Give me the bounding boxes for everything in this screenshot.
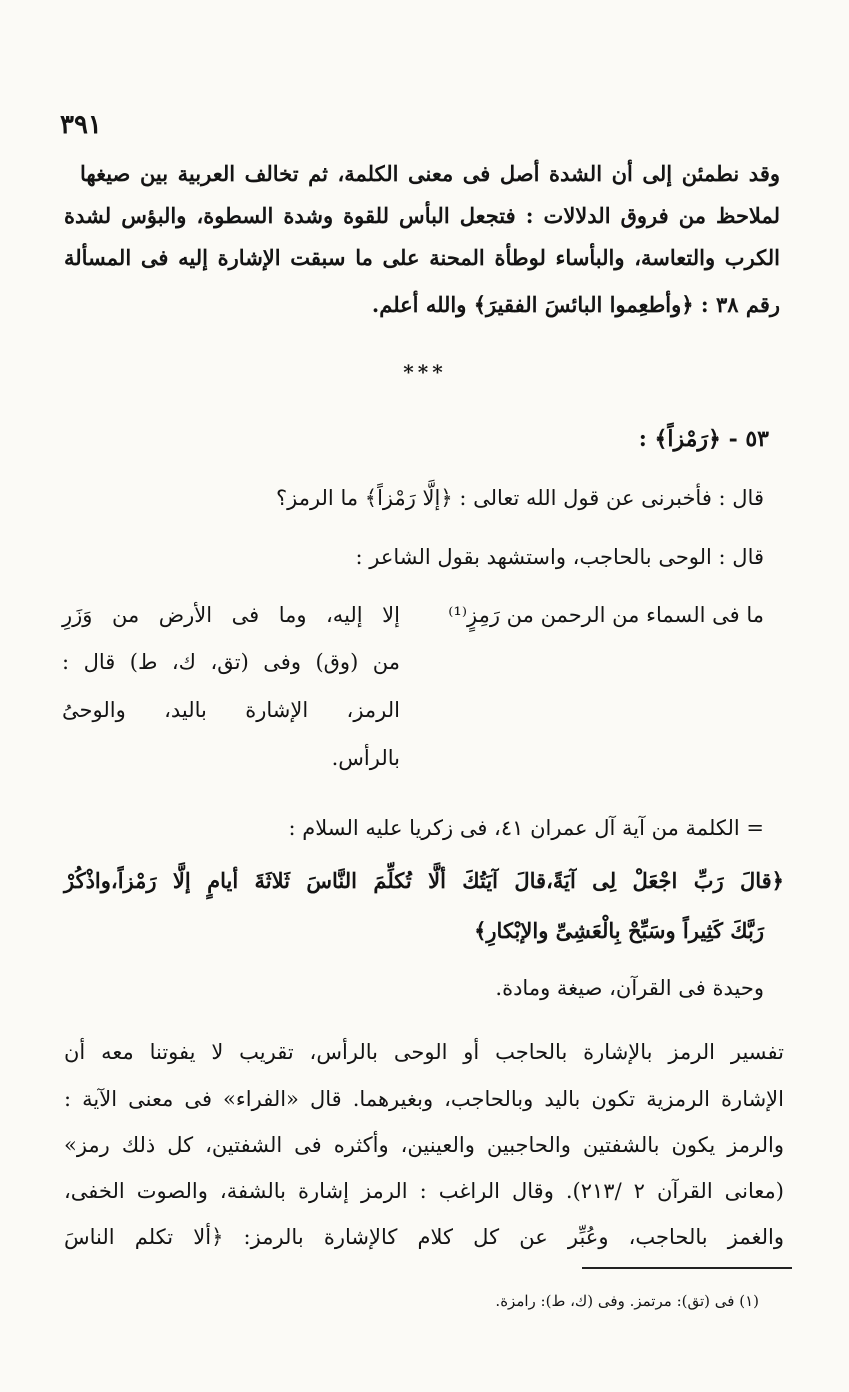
answer-line: قال : الوحى بالحاجب، واستشهد بقول الشاعر : (355, 545, 764, 569)
poem-first-hemistich: ما فى السماء من الرحمن من رَمِزٍ⁽¹⁾ (448, 603, 764, 627)
final-paragraph-line-1: تفسير الرمز بالإشارة بالحاجب أو الوحى بالرأس، تقريب لا يفوتنا معه أن (64, 1040, 784, 1064)
verse-reference: = الكلمة من آية آل عمران ٤١، فى زكريا عليه السلام : (288, 816, 764, 840)
page-number: ٣٩١ (60, 110, 102, 140)
variant-note-line-1: من (وق) وفى (تق، ك، ط) قال : (62, 650, 400, 674)
variant-note-line-3: بالرأس. (331, 746, 400, 770)
verse-line-2: رَبَّكَ كَثِيراً وسَبِّحْ بِالْعَشِىِّ والإبْكارِ﴾ (474, 918, 764, 943)
entry-heading: ٥٣ - ﴿رَمْزاً﴾ : (638, 426, 769, 452)
intro-line-1: وقد نطمئن إلى أن الشدة أصل فى معنى الكلمة، ثم تخالف العربية بين صيغها (80, 161, 780, 186)
question-line: قال : فأخبرنى عن قول الله تعالى : ﴿إلَّا رَمْزاً﴾ ما الرمز؟ (275, 486, 764, 510)
footnote-divider (582, 1267, 792, 1269)
intro-line-3: الكرب والتعاسة، والبأساء لوطأة المحنة على ما سبقت الإشارة إليه فى المسألة (64, 245, 780, 270)
footnote: (١) فى (تق): مرتمز. وفى (ك، ط): رامزة. (495, 1292, 759, 1310)
poem-second-hemistich: إلا إليه، وما فى الأرض من وَزَرِ (62, 603, 400, 627)
final-paragraph-line-2: الإشارة الرمزية تكون باليد وبالحاجب، وبغيرهما. قال «الفراء» فى معنى الآية : (64, 1087, 784, 1111)
intro-line-4: رقم ٣٨ : ﴿وأطعِموا البائسَ الفقيرَ﴾ والله أعلم. (371, 292, 780, 317)
final-paragraph-line-5: والغمز بالحاجب، وعُبِّر عن كل كلام كالإشارة بالرمز: ﴿ألا تكلم الناسَ (64, 1225, 784, 1249)
uniqueness-note: وحيدة فى القرآن، صيغة ومادة. (495, 976, 764, 1000)
final-paragraph-line-3: والرمز يكون بالشفتين والحاجبين والعينين، وأكثره فى الشفتين، كل ذلك رمز» (64, 1133, 784, 1157)
verse-line-1: ﴿قالَ رَبِّ اجْعَلْ لِى آيَةً،قالَ آيَتُكَ ألَّا تُكلِّمَ النَّاسَ ثَلاثَةَ أيامٍ إلَّا رَمْزاً،واذْكُرْ (64, 868, 784, 893)
intro-line-2: لملاحظ من فروق الدلالات : فتجعل البأس للقوة وشدة السطوة، والبؤس لشدة (64, 203, 780, 228)
final-paragraph-line-4: (معانى القرآن ٢ /٢١٣). وقال الراغب : الرمز إشارة بالشفة، والصوت الخفى، (64, 1179, 784, 1203)
section-separator: *** (403, 360, 447, 384)
variant-note-line-2: الرمز، الإشارة باليد، والوحىُ (62, 698, 400, 722)
